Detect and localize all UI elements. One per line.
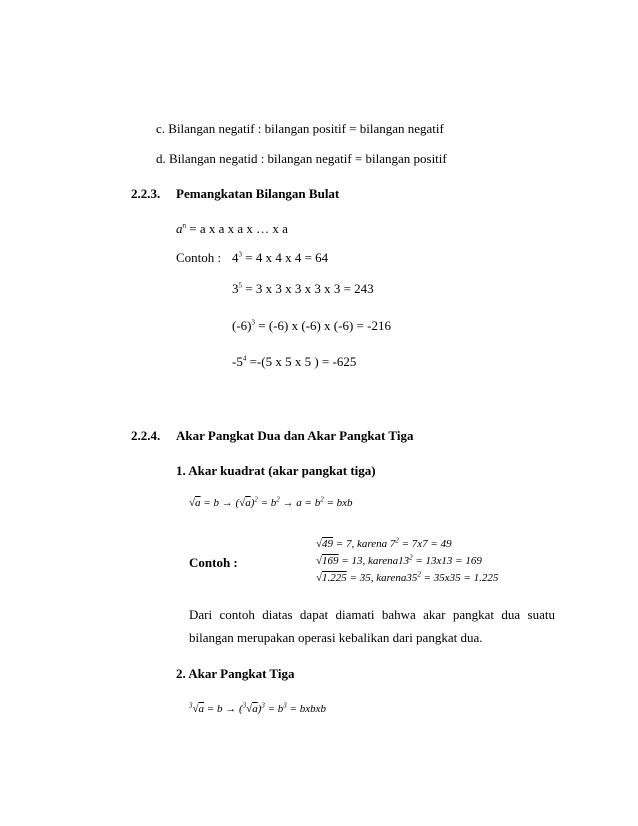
root-index: 3 bbox=[189, 701, 193, 710]
exponent: 2 bbox=[254, 495, 258, 504]
radicand: 1.225 bbox=[322, 572, 347, 584]
formula-part: = 13, karena13 bbox=[338, 555, 410, 567]
expansion: = (-6) x (-6) x (-6) = -216 bbox=[255, 318, 391, 333]
expansion: = 4 x 4 x 4 = 64 bbox=[242, 250, 329, 265]
paragraph-line-1: Dari contoh diatas dapat diamati bahwa akar pangkat dua suatu bbox=[189, 607, 555, 622]
root-index: 3 bbox=[242, 701, 247, 710]
exponent: 2 bbox=[395, 536, 399, 545]
formula-exponent: n bbox=[182, 221, 186, 230]
exponent: 2 bbox=[320, 495, 324, 504]
formula-part: = 7x7 = 49 bbox=[398, 538, 452, 550]
exponent: 2 bbox=[276, 495, 280, 504]
root-example-2: √169 = 13, $karena13^2 = 13x13 = 169$ bbox=[316, 553, 482, 567]
exponent: 3 bbox=[283, 701, 287, 710]
list-item-c: c. Bilangan negatif : bilangan positif = bilangan negatif bbox=[156, 121, 444, 136]
subsection-akar-kuadrat: 1. Akar kuadrat (akar pangkat tiga) bbox=[176, 463, 376, 478]
expansion: = 3 x 3 x 3 x 3 x 3 = 243 bbox=[242, 281, 374, 296]
formula-part: = bxbxb bbox=[286, 703, 326, 715]
base: 4 bbox=[232, 250, 239, 265]
radicand: 169 bbox=[322, 555, 339, 567]
exponent: 3 bbox=[238, 250, 242, 259]
power-example-1 bbox=[232, 250, 328, 266]
power-example-3 bbox=[232, 318, 391, 334]
cube-root-formula: $^3√a = b \to (^3√a)^3 = b^3$ = bxbxb bbox=[189, 701, 326, 715]
square-root-formula: $√a = b \to (√a)^2 = b^2 \to a = b^2$ = bxb bbox=[189, 495, 353, 509]
formula-part: = bxb bbox=[323, 497, 353, 509]
formula-part: = b → ( bbox=[200, 497, 240, 509]
expansion: =-(5 x 5 x 5 ) = -625 bbox=[246, 354, 357, 369]
list-item-d: d. Bilangan negatid : bilangan negatif = bilangan positif bbox=[156, 151, 447, 166]
section-number-2-2-4: 2.2.4. bbox=[131, 428, 161, 443]
radicand: a bbox=[198, 703, 205, 715]
formula-part: = 35x35 = 1.225 bbox=[420, 572, 499, 584]
base: 3 bbox=[232, 281, 239, 296]
section-title-2-2-4: Akar Pangkat Dua dan Akar Pangkat Tiga bbox=[176, 428, 414, 443]
section-title-2-2-3: Pemangkatan Bilangan Bulat bbox=[176, 186, 340, 201]
base: -5 bbox=[232, 354, 243, 369]
formula-base: a bbox=[176, 221, 183, 236]
formula-part: = 13x13 = 169 bbox=[412, 555, 482, 567]
contoh-label-root: Contoh : bbox=[189, 555, 238, 570]
paragraph-line-2: bilangan merupakan operasi kebalikan dari pangkat dua. bbox=[189, 630, 483, 645]
exponent: 3 bbox=[251, 318, 255, 327]
subsection-akar-pangkat-tiga: 2. Akar Pangkat Tiga bbox=[176, 666, 295, 681]
power-example-4 bbox=[232, 354, 356, 370]
root-example-3: √1.225 = 35, $karena35^2 = 35x35 = 1.225$ bbox=[316, 570, 499, 584]
exponent: 2 bbox=[409, 553, 413, 562]
formula-part: = b bbox=[264, 703, 284, 715]
root-example-1: √49 = 7, karena $7^2 = 7x7 = 49$ bbox=[316, 536, 452, 550]
formula-part: ) bbox=[257, 703, 262, 715]
formula-part: = 7, karena 7 bbox=[333, 538, 396, 550]
radicand: a bbox=[252, 703, 258, 715]
power-definition bbox=[176, 221, 288, 237]
exponent: 4 bbox=[242, 354, 247, 363]
section-number-2-2-3: 2.2.3. bbox=[131, 186, 161, 201]
power-example-2 bbox=[232, 281, 374, 297]
exponent: 5 bbox=[238, 281, 242, 290]
base: (-6) bbox=[232, 318, 252, 333]
radicand: a bbox=[245, 497, 251, 509]
formula-part: → a = b bbox=[279, 497, 321, 509]
formula-rest: = a x a x a x … x a bbox=[186, 221, 288, 236]
contoh-label-power: Contoh : bbox=[176, 250, 222, 265]
formula-part: ) bbox=[250, 497, 255, 509]
radicand: a bbox=[195, 497, 201, 509]
formula-part: = b → ( bbox=[204, 703, 243, 715]
formula-part: = 35, karena35 bbox=[346, 572, 418, 584]
radicand: 49 bbox=[322, 538, 334, 550]
exponent: 2 bbox=[417, 570, 421, 579]
exponent: 3 bbox=[261, 701, 265, 710]
formula-part: = b bbox=[257, 497, 277, 509]
